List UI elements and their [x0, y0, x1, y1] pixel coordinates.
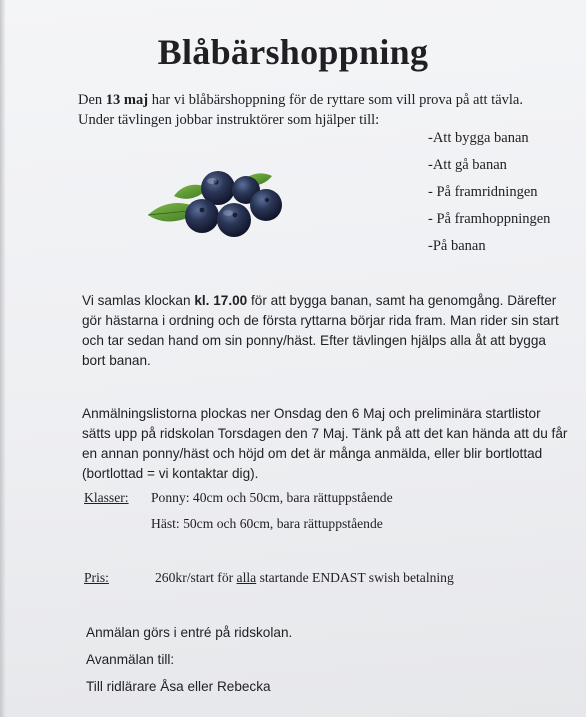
list-item: - På framridningen [428, 184, 538, 200]
gathering-paragraph [82, 291, 572, 371]
gathering-time: kl. 17.00 [194, 293, 248, 308]
registration-line-3: en annan ponny/häst och höjd om det är många anmälda, eller blir bortlottad [82, 446, 543, 461]
classes-pony: Ponny: 40cm och 50cm, bara rättuppstående [151, 490, 393, 505]
intro-line-1: Den 13 maj har vi blåbärshoppning för de ryttare som vill prova på att tävla. [78, 92, 523, 108]
list-item: -Att gå banan [428, 157, 507, 173]
cancel-contact: Till ridlärare Åsa eller Rebecka [86, 679, 271, 694]
blueberries-image [146, 160, 286, 242]
registration-line-2: sätts upp på ridskolan Torsdagen den 7 Maj. Tänk på att det kan hända att du får [82, 426, 568, 441]
gathering-line-1: Vi samlas klockan kl. 17.00 för att bygga banan, samt ha genomgång. Därefter [82, 293, 557, 308]
page-edge-shadow [0, 0, 6, 717]
helper-task-list [428, 128, 578, 263]
list-item: -På banan [428, 238, 486, 254]
event-date: 13 maj [105, 92, 149, 108]
price-emphasis: alla [236, 570, 257, 585]
page-title: Blåbärshoppning [157, 32, 429, 72]
gathering-line-4: bort banan. [82, 353, 151, 368]
registration-line-4: (bortlottad = vi kontaktar dig). [82, 466, 259, 481]
intro-line-2: Under tävlingen jobbar instruktörer som hjälper till: [78, 112, 380, 128]
gathering-line-3: och tar sedan hand om sin ponny/häst. Efter tävlingen hjälps alla åt att bygga [82, 333, 546, 348]
list-item: -Att bygga banan [428, 130, 529, 146]
intro-paragraph [78, 90, 558, 130]
list-item: - På framhoppningen [428, 211, 551, 227]
price-label: Pris: [84, 570, 109, 585]
registration-line-1: Anmälningslistorna plockas ner Onsdag den 6 Maj och preliminära startlistor [82, 406, 541, 421]
registration-paragraph [82, 404, 572, 484]
classes-label: Klasser: [84, 490, 129, 505]
cancel-label: Avanmälan till: [86, 652, 175, 667]
classes-horse: Häst: 50cm och 60cm, bara rättuppstående [151, 516, 383, 531]
gathering-line-2: gör hästarna i ordning och de första ryttarna börjar rida fram. Man rider sin start [82, 313, 559, 328]
price-text: 260kr/start för alla startande ENDAST swish betalning [155, 570, 454, 585]
signup-text: Anmälan görs i entré på ridskolan. [86, 625, 293, 640]
